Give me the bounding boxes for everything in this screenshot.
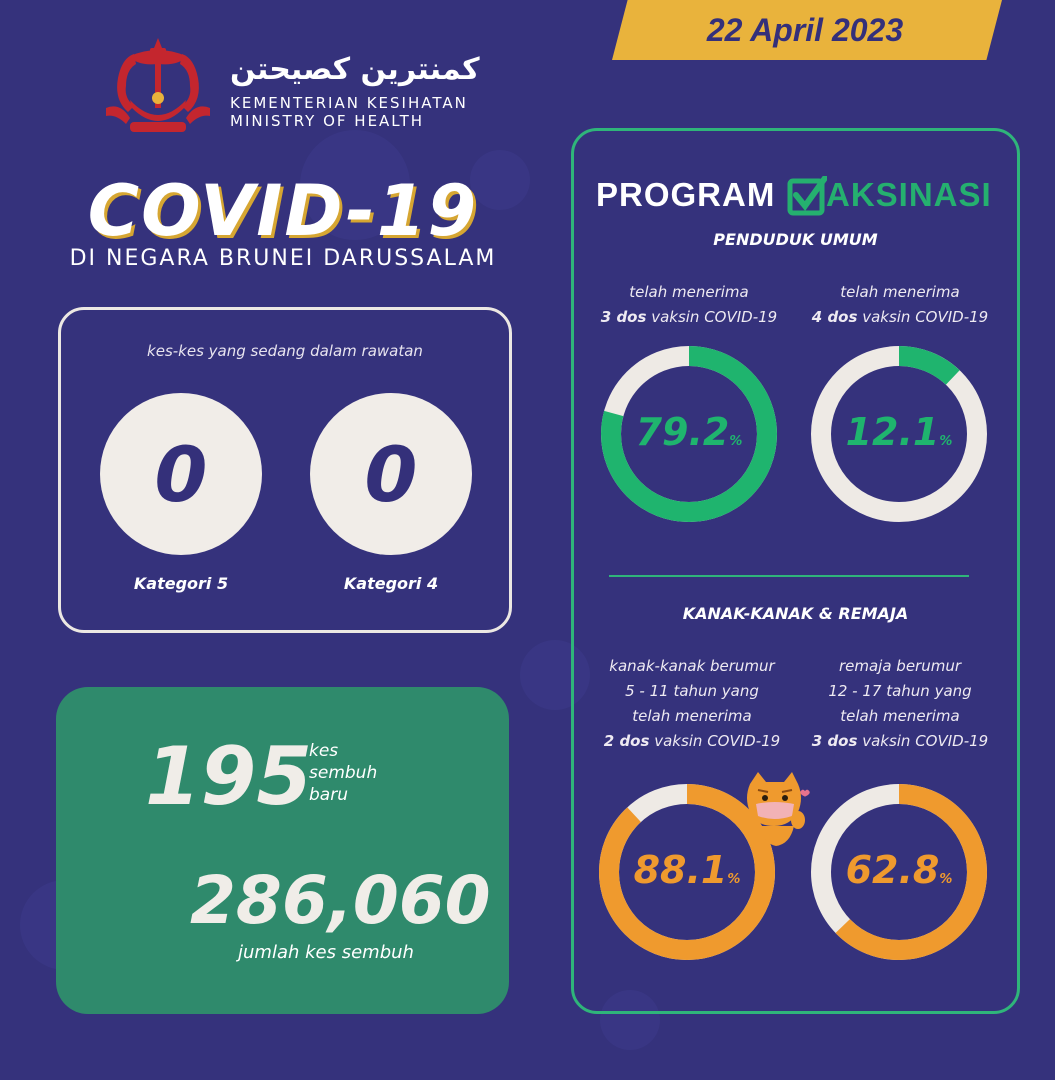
vaccination-title-vaksinasi: AKSINASI (826, 176, 992, 213)
general-4-dose-description (800, 280, 1000, 330)
teen-3-dose-percent (810, 848, 988, 892)
ministry-crest-icon (100, 34, 216, 138)
description-line (800, 305, 1000, 330)
total-recovered-count: 286,060 (190, 862, 491, 939)
page-subtitle: DI NEGARA BRUNEI DARUSSALAM (69, 246, 497, 271)
section-divider (609, 575, 969, 577)
category-4-count: 0 (310, 393, 472, 555)
percent-symbol: % (729, 434, 743, 449)
description-line: remaja berumur (838, 657, 962, 675)
category-5-count: 0 (100, 393, 262, 555)
total-recovered-label: jumlah kes sembuh (238, 942, 414, 963)
percent-value: 88.1 (633, 848, 728, 892)
percent-value: 62.8 (845, 848, 940, 892)
date-label: 22 April 2023 (706, 12, 904, 48)
dose-vaccine-text: vaksin COVID-19 (649, 732, 781, 750)
description-line: kanak-kanak berumur (609, 657, 775, 675)
vaccination-title-program: PROGRAM (596, 176, 776, 213)
ministry-name-arabic: كمنترين كصيحتن (230, 52, 480, 87)
description-line (592, 729, 792, 754)
dose-count: 3 dos (811, 732, 858, 750)
description-line: 5 - 11 tahun yang (625, 682, 759, 700)
dose-count: 3 dos (600, 308, 647, 326)
description-line: telah menerima (840, 283, 960, 301)
page-title: COVID-19 (87, 170, 479, 252)
percent-symbol: % (727, 872, 741, 887)
youth-heading: KANAK-KANAK & REMAJA (682, 604, 909, 623)
new-recovered-label (309, 740, 419, 806)
general-3-dose-percent (600, 410, 778, 454)
dose-count: 2 dos (603, 732, 650, 750)
check-box-icon (787, 176, 827, 216)
general-population-heading: PENDUDUK UMUM (713, 230, 878, 249)
new-recovered-count: 195 (145, 730, 312, 823)
dose-vaccine-text: vaksin COVID-19 (857, 732, 989, 750)
children-2-dose-percent (598, 848, 776, 892)
percent-value: 79.2 (635, 410, 730, 454)
description-line: telah menerima (632, 707, 752, 725)
description-line (800, 729, 1000, 754)
percent-value: 12.1 (845, 410, 940, 454)
category-5-label: Kategori 5 (133, 574, 229, 593)
new-recovered-label-line: baru (309, 785, 348, 805)
category-4-label: Kategori 4 (343, 574, 439, 593)
active-cases-label: kes-kes yang sedang dalam rawatan (147, 342, 423, 360)
description-line: telah menerima (840, 707, 960, 725)
percent-symbol: % (939, 434, 953, 449)
percent-symbol: % (939, 872, 953, 887)
dose-vaccine-text: vaksin COVID-19 (646, 308, 778, 326)
ministry-name-english: MINISTRY OF HEALTH (230, 112, 425, 130)
general-4-dose-percent (810, 410, 988, 454)
dose-count: 4 dos (811, 308, 858, 326)
description-line: 12 - 17 tahun yang (828, 682, 972, 700)
teen-3-dose-description (800, 654, 1000, 754)
description-line (589, 305, 789, 330)
new-recovered-label-line: sembuh (309, 763, 378, 783)
general-3-dose-description (589, 280, 789, 330)
cat-mascot-icon (742, 770, 812, 848)
dose-vaccine-text: vaksin COVID-19 (857, 308, 989, 326)
children-2-dose-description (592, 654, 792, 754)
description-line: telah menerima (629, 283, 749, 301)
ministry-name-malay: KEMENTERIAN KESIHATAN (230, 94, 468, 112)
new-recovered-label-line: kes (309, 741, 339, 761)
